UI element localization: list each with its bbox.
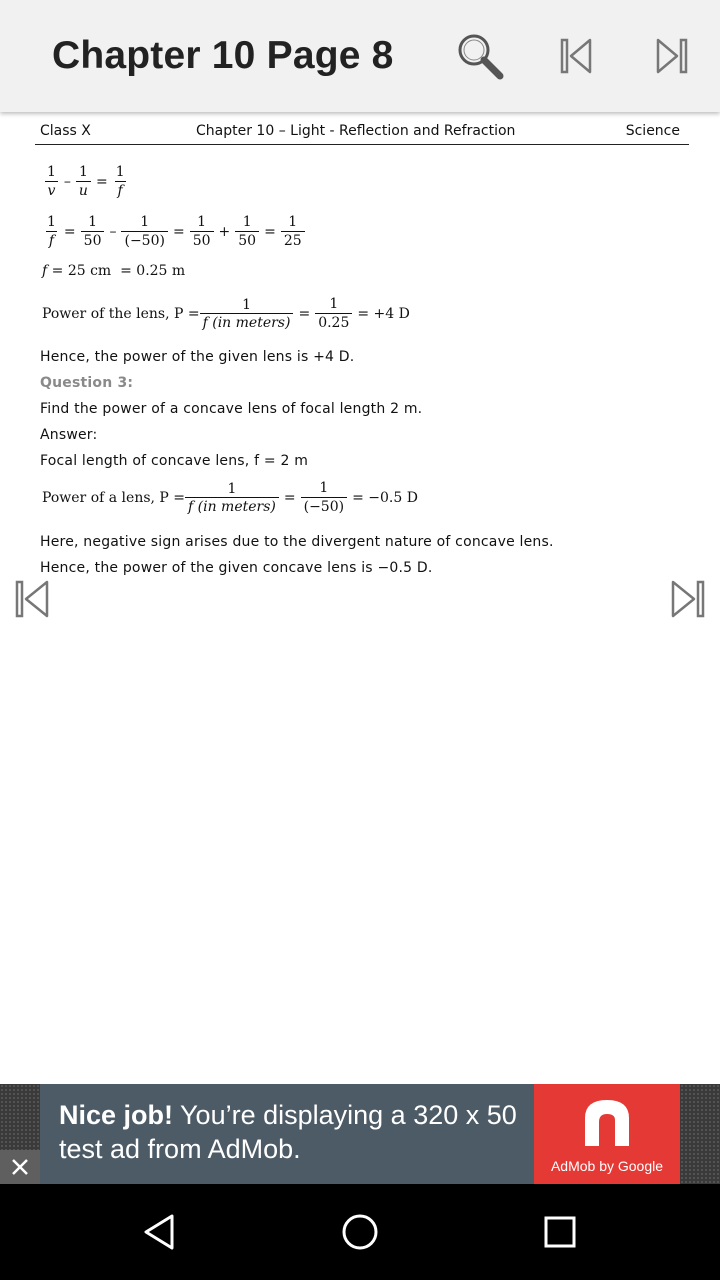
ad-text [59,1098,517,1166]
close-icon [11,1158,29,1176]
paragraph-hence-2: Hence, the power of the given concave lens is −0.5 D. [40,560,433,576]
first-page-button[interactable] [548,28,604,84]
skip-previous-icon [559,37,593,75]
back-triangle-icon [140,1212,180,1252]
admob-logo[interactable] [534,1084,680,1184]
answer-label: Answer: [40,427,98,443]
power-equation-1: Power of the lens, P = $\frac{1}{\text{f (in meters)}}$ = $\frac{1}{0.25}$ = +4 D [42,296,410,331]
admob-icon [577,1094,637,1152]
back-button[interactable] [132,1204,188,1260]
header-chapter: Chapter 10 – Light - Reflection and Refraction [196,123,516,139]
home-button[interactable] [332,1204,388,1260]
ad-content[interactable] [40,1084,534,1184]
search-icon [454,30,506,82]
question-text: Find the power of a concave lens of focal length 2 m. [40,401,423,417]
next-page-button[interactable] [670,578,706,620]
recents-button[interactable] [532,1204,588,1260]
focal-length-text: Focal length of concave lens, f = 2 m [40,453,309,469]
lens-formula: $\frac{1}{v}$ – $\frac{1}{u}$ = $\frac{1}{f}$ [42,164,130,199]
home-circle-icon [340,1212,380,1252]
power-equation-2: Power of a lens, P = $\frac{1}{\text{f (in meters)}}$ = $\frac{1}{(-50)}$ = −0.5 D [42,480,418,515]
ad-line-2: test ad from AdMob. [59,1134,301,1164]
ad-headline-rest: You’re displaying a 320 x 50 [173,1100,517,1130]
previous-page-button[interactable] [14,578,50,620]
header-class: Class X [40,123,91,139]
skip-next-icon [655,37,689,75]
page-title: Chapter 10 Page 8 [52,34,394,77]
ad-close-button[interactable] [0,1150,40,1184]
focal-calculation: $\frac{1}{f}$ = $\frac{1}{50}$ – $\frac{1}{(-50)}$ = $\frac{1}{50}$ + $\frac{1}{50}$ = $\frac{1}{25}$ [42,214,307,249]
system-navigation-bar [0,1184,720,1280]
header-divider [35,144,689,145]
recents-square-icon [540,1212,580,1252]
search-button[interactable] [452,28,508,84]
last-page-button[interactable] [644,28,700,84]
skip-next-icon [670,578,706,620]
skip-previous-icon [14,578,50,620]
ad-headline: Nice job! [59,1100,174,1130]
paragraph-hence-1: Hence, the power of the given lens is +4 D. [40,349,355,365]
focal-result: f = 25 cm = 0.25 m [42,263,186,279]
app-toolbar [0,0,720,112]
document-page [0,112,720,1084]
ad-banner [0,1084,720,1184]
header-subject: Science [625,123,680,139]
question-heading: Question 3: [40,375,134,391]
paragraph-negative-sign: Here, negative sign arises due to the divergent nature of concave lens. [40,534,554,550]
admob-brand: AdMob by Google [550,1158,664,1174]
